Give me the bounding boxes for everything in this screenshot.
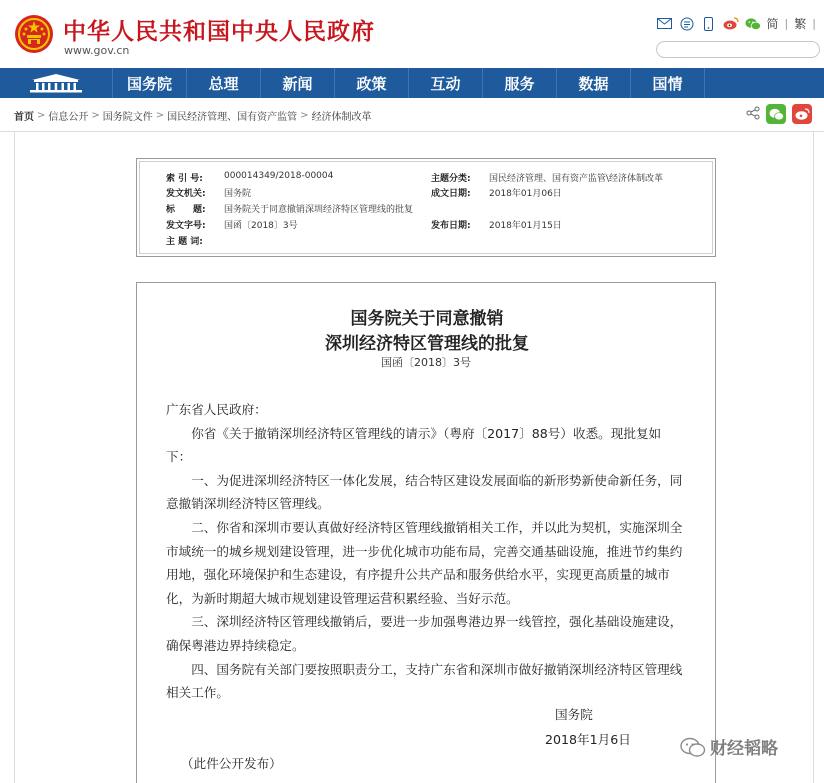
nav-item-national-info[interactable]: 国情: [630, 68, 704, 98]
info-issuer-value: 国务院: [224, 189, 252, 199]
document-signer: 国务院: [555, 707, 593, 722]
feed-icon[interactable]: [679, 17, 695, 31]
weibo-icon[interactable]: [723, 17, 739, 31]
breadcrumb: [14, 108, 372, 123]
document-number: 国函〔2018〕3号: [381, 356, 471, 369]
document-paragraph: 四、国务院有关部门要按照职责分工，支持广东省和深圳市做好撤销深圳经济特区管理线相关工作。: [166, 661, 683, 701]
info-date-written-value: 2018年01月06日: [489, 189, 562, 199]
info-category-value: 国民经济管理、国有资产监管\经济体制改革: [489, 174, 664, 184]
watermark: [680, 734, 778, 759]
info-category-label: 主题分类:: [431, 174, 471, 184]
document-paragraph: 三、深圳经济特区管理线撤销后，要进一步加强粤港边界一线管控，强化基础设施建设，确保粤港边界持续稳定。: [166, 614, 683, 653]
nav-item-service[interactable]: 服务: [482, 68, 556, 98]
mobile-icon[interactable]: [701, 17, 717, 31]
breadcrumb-separator: >: [37, 110, 46, 121]
nav-logo[interactable]: [0, 68, 112, 98]
breadcrumb-separator: >: [91, 110, 100, 121]
document-text: [166, 398, 686, 705]
nav-filler: [704, 68, 824, 98]
wechat-watermark-icon: [680, 737, 706, 757]
nav-item-premier[interactable]: 总理: [186, 68, 260, 98]
lang-separator: |: [784, 17, 789, 30]
info-publish-date-label: 发布日期:: [431, 221, 471, 231]
search-input[interactable]: [656, 41, 820, 58]
breadcrumb-item-council-documents[interactable]: 国务院文件: [102, 112, 153, 123]
breadcrumb-separator: >: [300, 110, 309, 121]
nav-item-data[interactable]: 数据: [556, 68, 630, 98]
breadcrumb-item-info-disclosure[interactable]: 信息公开: [48, 112, 89, 123]
wechat-icon[interactable]: [745, 17, 761, 31]
nav-item-policy[interactable]: 政策: [334, 68, 408, 98]
info-issuer-label: 发文机关:: [166, 189, 206, 199]
watermark-text: 财经韬略: [710, 739, 778, 759]
breadcrumb-item-economy[interactable]: 国民经济管理、国有资产监管: [167, 112, 298, 123]
document-title-line2: 深圳经济特区管理线的批复: [325, 334, 529, 354]
share-group: [746, 104, 812, 124]
document-sign-date: 2018年1月6日: [545, 732, 631, 747]
info-title-value: 国务院关于同意撤销深圳经济特区管理线的批复: [224, 205, 414, 215]
share-weibo-button[interactable]: [792, 104, 812, 124]
share-icon[interactable]: [746, 105, 760, 124]
nav-item-state-council[interactable]: 国务院: [112, 68, 186, 98]
great-hall-icon: [24, 72, 88, 94]
document-paragraph: 一、为促进深圳经济特区一体化发展，结合特区建设发展面临的新形势新使命新任务，同意撤销深圳经济特区管理线。: [166, 472, 683, 512]
info-publish-date-value: 2018年01月15日: [489, 221, 562, 231]
breadcrumb-home[interactable]: 首页: [14, 112, 34, 123]
document-salutation: 广东省人民政府：: [166, 402, 267, 417]
document-footnote: （此件公开发布）: [181, 756, 282, 771]
info-doc-number-label: 发文字号:: [166, 221, 206, 231]
document-paragraph: 你省《关于撤销深圳经济特区管理线的请示》（粤府〔2017〕88号）收悉。现批复如下：: [166, 425, 662, 465]
info-title-label: 标 题:: [166, 205, 206, 215]
breadcrumb-separator: >: [155, 110, 165, 121]
nav-item-news[interactable]: 新闻: [260, 68, 334, 98]
main-nav: [0, 68, 824, 98]
wechat-icon: [769, 108, 784, 121]
national-emblem-icon[interactable]: [14, 14, 54, 54]
breadcrumb-item-reform[interactable]: 经济体制改革: [311, 112, 372, 123]
lang-simplified-link[interactable]: 简: [766, 17, 779, 31]
document-paragraph: 二、你省和深圳市要认真做好经济特区管理线撤销相关工作，并以此为契机，实施深圳全市域统一的城乡规划建设管理，进一步优化城市功能布局，完善交通基础设施，推进节约集约用地，强化环境保护和生态建设，有序提升公共产品和服务供给水平，实现更高质量的城市化，为新时期超大城市规划建设管理运营积累经验、当好示范。: [166, 519, 683, 606]
lang-traditional-link[interactable]: 繁: [794, 17, 807, 31]
site-header: [0, 0, 824, 68]
info-index-value: 000014349/2018-00004: [224, 171, 334, 181]
info-keywords-label: 主 题 词:: [166, 237, 203, 247]
weibo-icon: [795, 108, 810, 120]
document-title-line1: 国务院关于同意撤销: [350, 309, 504, 329]
site-title[interactable]: 中华人民共和国中央人民政府: [63, 18, 375, 45]
breadcrumb-bar: [0, 98, 824, 132]
nav-item-interaction[interactable]: 互动: [408, 68, 482, 98]
lang-separator-trailing: |: [812, 17, 816, 30]
site-url: www.gov.cn: [64, 44, 130, 57]
info-date-written-label: 成文日期:: [431, 189, 471, 199]
info-index-label: 索 引 号:: [166, 174, 203, 184]
header-toolbar: [657, 15, 816, 32]
share-wechat-button[interactable]: [766, 104, 786, 124]
mail-icon[interactable]: [657, 17, 673, 31]
info-doc-number-value: 国函〔2018〕3号: [224, 221, 298, 231]
